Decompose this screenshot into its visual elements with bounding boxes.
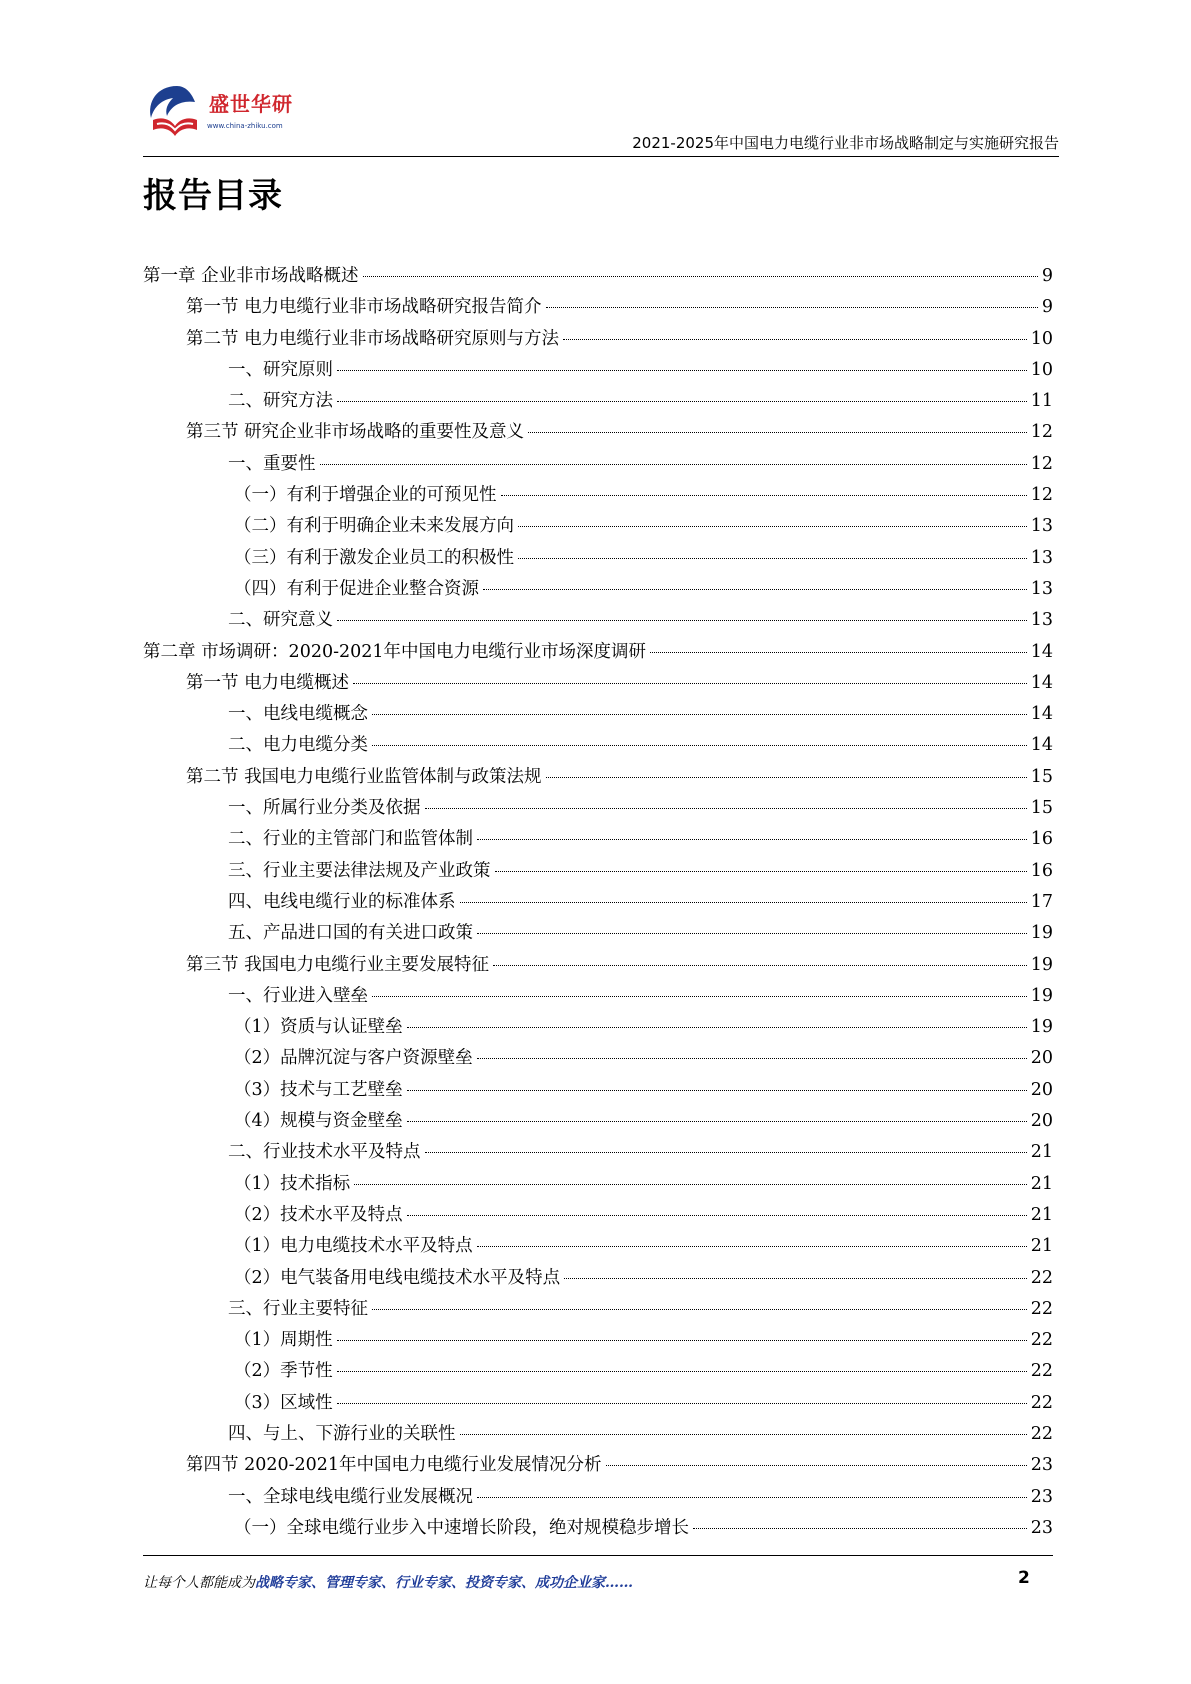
toc-dot-leader — [477, 839, 1027, 840]
toc-dot-leader — [372, 1309, 1027, 1310]
toc-entry-page: 12 — [1030, 485, 1053, 506]
toc-entry[interactable] — [143, 1451, 1053, 1482]
table-of-contents — [143, 262, 1053, 1545]
toc-dot-leader — [493, 965, 1027, 966]
toc-dot-leader — [460, 902, 1027, 903]
toc-entry-title: 第一节 电力电缆概述 — [186, 672, 350, 693]
toc-entry[interactable] — [143, 1044, 1053, 1075]
toc-entry[interactable] — [143, 1357, 1053, 1388]
toc-entry-title: 二、电力电缆分类 — [228, 735, 368, 756]
toc-dot-leader — [407, 1027, 1027, 1028]
toc-entry-page: 21 — [1030, 1142, 1053, 1163]
toc-dot-leader — [477, 1497, 1027, 1498]
toc-entry-page: 14 — [1030, 735, 1053, 756]
toc-entry-title: 第二章 市场调研：2020-2021年中国电力电缆行业市场深度调研 — [143, 641, 647, 662]
toc-entry-page: 10 — [1030, 328, 1053, 349]
toc-entry-title: （4）规模与资金壁垒 — [234, 1111, 403, 1132]
toc-entry-page: 21 — [1030, 1204, 1053, 1225]
toc-dot-leader — [693, 1528, 1027, 1529]
toc-entry-title: 四、与上、下游行业的关联性 — [228, 1423, 456, 1444]
toc-entry-page: 11 — [1030, 391, 1053, 412]
toc-entry-title: 一、全球电线电缆行业发展概况 — [228, 1486, 473, 1507]
toc-entry[interactable] — [143, 794, 1053, 825]
toc-entry[interactable] — [143, 982, 1053, 1013]
toc-entry[interactable] — [143, 951, 1053, 982]
book-swoosh-icon — [143, 80, 207, 142]
toc-entry[interactable] — [143, 1232, 1053, 1263]
toc-dot-leader — [564, 1278, 1027, 1279]
toc-entry[interactable] — [143, 1138, 1053, 1169]
toc-entry[interactable] — [143, 1420, 1053, 1451]
toc-dot-leader — [460, 1434, 1027, 1435]
toc-entry-page: 13 — [1030, 547, 1053, 568]
toc-entry-page: 16 — [1030, 860, 1053, 881]
toc-entry-title: （四）有利于促进企业整合资源 — [234, 578, 479, 599]
toc-entry-title: （一）有利于增强企业的可预见性 — [234, 485, 497, 506]
toc-dot-leader — [518, 526, 1027, 527]
toc-entry-page: 23 — [1030, 1455, 1053, 1476]
toc-dot-leader — [337, 370, 1027, 371]
toc-dot-leader — [563, 339, 1027, 340]
toc-entry[interactable] — [143, 450, 1053, 481]
footer-slogan — [143, 1572, 633, 1592]
toc-entry-title: 第三节 研究企业非市场战略的重要性及意义 — [186, 422, 525, 443]
slogan-highlight: 战略专家、管理专家、行业专家、投资专家、成功企业家…… — [255, 1575, 633, 1591]
toc-entry-title: （二）有利于明确企业未来发展方向 — [234, 516, 514, 537]
toc-entry-page: 9 — [1041, 266, 1053, 286]
toc-entry-page: 22 — [1030, 1330, 1053, 1351]
toc-entry[interactable] — [143, 919, 1053, 950]
toc-dot-leader — [337, 1371, 1027, 1372]
toc-entry-page: 13 — [1030, 578, 1053, 599]
toc-entry[interactable] — [143, 356, 1053, 387]
toc-dot-leader — [546, 307, 1038, 308]
toc-dot-leader — [353, 683, 1027, 684]
toc-entry[interactable] — [143, 731, 1053, 762]
toc-entry[interactable] — [143, 325, 1053, 356]
toc-entry-title: （3）技术与工艺壁垒 — [234, 1079, 403, 1100]
toc-entry-title: 第一章 企业非市场战略概述 — [143, 266, 359, 286]
toc-entry-page: 22 — [1030, 1267, 1053, 1288]
toc-entry-title: （3）区域性 — [234, 1392, 333, 1413]
toc-entry-page: 12 — [1030, 422, 1053, 443]
toc-entry-page: 20 — [1030, 1079, 1053, 1100]
page-number: 2 — [1018, 1568, 1030, 1588]
toc-dot-leader — [337, 620, 1027, 621]
toc-dot-leader — [425, 1152, 1027, 1153]
toc-entry[interactable] — [143, 262, 1053, 293]
toc-dot-leader — [337, 401, 1027, 402]
logo-url: www.china-zhiku.com — [207, 122, 283, 130]
toc-entry[interactable] — [143, 638, 1053, 669]
slogan-prefix: 让每个人都能成为 — [143, 1575, 255, 1591]
toc-entry-title: 二、研究方法 — [228, 391, 333, 412]
toc-entry-page: 20 — [1030, 1048, 1053, 1069]
toc-entry-title: 一、重要性 — [228, 453, 316, 474]
toc-entry-page: 21 — [1030, 1173, 1053, 1194]
toc-dot-leader — [337, 1340, 1027, 1341]
toc-entry[interactable] — [143, 1107, 1053, 1138]
toc-entry-title: 二、研究意义 — [228, 610, 333, 631]
toc-entry[interactable] — [143, 763, 1053, 794]
toc-entry-page: 22 — [1030, 1298, 1053, 1319]
toc-dot-leader — [337, 1403, 1027, 1404]
toc-entry-title: 二、行业技术水平及特点 — [228, 1142, 421, 1163]
toc-entry[interactable] — [143, 1514, 1053, 1545]
toc-entry[interactable] — [143, 1201, 1053, 1232]
toc-entry-title: （2）技术水平及特点 — [234, 1204, 403, 1225]
toc-entry[interactable] — [143, 544, 1053, 575]
toc-dot-leader — [372, 714, 1027, 715]
toc-entry-title: 第一节 电力电缆行业非市场战略研究报告简介 — [186, 297, 542, 318]
toc-dot-leader — [477, 1246, 1027, 1247]
toc-entry[interactable] — [143, 669, 1053, 700]
toc-dot-leader — [650, 652, 1027, 653]
page-title: 报告目录 — [143, 176, 283, 216]
toc-dot-leader — [407, 1090, 1027, 1091]
toc-entry-page: 13 — [1030, 516, 1053, 537]
toc-entry-title: （2）电气装备用电线电缆技术水平及特点 — [234, 1267, 561, 1288]
report-title: 2021-2025年中国电力电缆行业非市场战略制定与实施研究报告 — [632, 134, 1059, 152]
toc-entry-title: 一、研究原则 — [228, 359, 333, 380]
toc-entry[interactable] — [143, 1076, 1053, 1107]
toc-entry[interactable] — [143, 293, 1053, 324]
toc-entry-page: 20 — [1030, 1111, 1053, 1132]
toc-entry[interactable] — [143, 418, 1053, 449]
toc-dot-leader — [518, 558, 1027, 559]
toc-entry[interactable] — [143, 481, 1053, 512]
toc-dot-leader — [407, 1121, 1027, 1122]
toc-entry-title: 三、行业主要特征 — [228, 1298, 368, 1319]
toc-entry[interactable] — [143, 387, 1053, 418]
toc-entry[interactable] — [143, 606, 1053, 637]
toc-entry[interactable] — [143, 1326, 1053, 1357]
toc-entry[interactable] — [143, 700, 1053, 731]
toc-dot-leader — [320, 464, 1027, 465]
toc-entry[interactable] — [143, 1389, 1053, 1420]
toc-entry[interactable] — [143, 1170, 1053, 1201]
toc-dot-leader — [477, 1058, 1027, 1059]
toc-entry-page: 15 — [1030, 766, 1053, 787]
toc-entry-title: 五、产品进口国的有关进口政策 — [228, 923, 473, 944]
toc-entry[interactable] — [143, 1013, 1053, 1044]
toc-dot-leader — [407, 1215, 1027, 1216]
toc-dot-leader — [546, 777, 1027, 778]
logo-name: 盛世华研 — [209, 92, 293, 116]
toc-entry-page: 22 — [1030, 1361, 1053, 1382]
toc-dot-leader — [354, 1184, 1027, 1185]
toc-entry-page: 10 — [1030, 359, 1053, 380]
toc-entry-page: 14 — [1030, 672, 1053, 693]
toc-entry-title: （三）有利于激发企业员工的积极性 — [234, 547, 514, 568]
toc-entry-page: 14 — [1030, 641, 1053, 662]
toc-entry-title: （一）全球电缆行业步入中速增长阶段，绝对规模稳步增长 — [234, 1517, 689, 1538]
toc-dot-leader — [477, 933, 1027, 934]
toc-entry[interactable] — [143, 512, 1053, 543]
toc-entry-page: 23 — [1030, 1517, 1053, 1538]
company-logo — [143, 80, 313, 142]
toc-dot-leader — [363, 276, 1038, 277]
toc-entry-title: （1）电力电缆技术水平及特点 — [234, 1236, 473, 1257]
toc-entry-title: （2）品牌沉淀与客户资源壁垒 — [234, 1048, 473, 1069]
toc-dot-leader — [372, 996, 1027, 997]
toc-dot-leader — [372, 745, 1027, 746]
toc-dot-leader — [425, 808, 1027, 809]
toc-entry-page: 19 — [1030, 1017, 1053, 1038]
toc-entry-page: 19 — [1030, 923, 1053, 944]
toc-dot-leader — [528, 432, 1027, 433]
toc-entry-page: 15 — [1030, 798, 1053, 819]
page-header — [143, 80, 1059, 158]
toc-entry-title: 第三节 我国电力电缆行业主要发展特征 — [186, 954, 490, 975]
toc-entry-title: 三、行业主要法律法规及产业政策 — [228, 860, 491, 881]
toc-entry-title: （1）资质与认证壁垒 — [234, 1017, 403, 1038]
toc-entry-title: （1）技术指标 — [234, 1173, 351, 1194]
toc-entry[interactable] — [143, 575, 1053, 606]
toc-entry-page: 12 — [1030, 453, 1053, 474]
toc-entry[interactable] — [143, 1295, 1053, 1326]
footer-divider — [143, 1555, 1053, 1556]
toc-entry[interactable] — [143, 857, 1053, 888]
toc-entry[interactable] — [143, 888, 1053, 919]
toc-dot-leader — [483, 589, 1027, 590]
toc-entry-title: （1）周期性 — [234, 1330, 333, 1351]
toc-entry-page: 19 — [1030, 985, 1053, 1006]
toc-entry-page: 21 — [1030, 1236, 1053, 1257]
toc-entry-title: 第四节 2020-2021年中国电力电缆行业发展情况分析 — [186, 1455, 602, 1476]
toc-entry-page: 9 — [1041, 297, 1053, 318]
toc-entry-title: 一、所属行业分类及依据 — [228, 798, 421, 819]
toc-entry[interactable] — [143, 825, 1053, 856]
toc-entry-page: 17 — [1030, 891, 1053, 912]
toc-entry-page: 14 — [1030, 704, 1053, 725]
toc-entry-page: 16 — [1030, 829, 1053, 850]
toc-entry-title: 一、电线电缆概念 — [228, 704, 368, 725]
toc-entry-title: 二、行业的主管部门和监管体制 — [228, 829, 473, 850]
toc-dot-leader — [606, 1465, 1027, 1466]
toc-entry-page: 22 — [1030, 1423, 1053, 1444]
toc-entry-title: （2）季节性 — [234, 1361, 333, 1382]
toc-entry-title: 第二节 我国电力电缆行业监管体制与政策法规 — [186, 766, 542, 787]
toc-dot-leader — [495, 871, 1027, 872]
toc-entry[interactable] — [143, 1264, 1053, 1295]
toc-entry-page: 19 — [1030, 954, 1053, 975]
toc-entry-page: 23 — [1030, 1486, 1053, 1507]
toc-entry-title: 一、行业进入壁垒 — [228, 985, 368, 1006]
toc-entry-title: 第二节 电力电缆行业非市场战略研究原则与方法 — [186, 328, 560, 349]
toc-entry-title: 四、电线电缆行业的标准体系 — [228, 891, 456, 912]
toc-entry-page: 13 — [1030, 610, 1053, 631]
header-divider — [143, 156, 1059, 157]
toc-dot-leader — [501, 495, 1027, 496]
toc-entry-page: 22 — [1030, 1392, 1053, 1413]
toc-entry[interactable] — [143, 1483, 1053, 1514]
